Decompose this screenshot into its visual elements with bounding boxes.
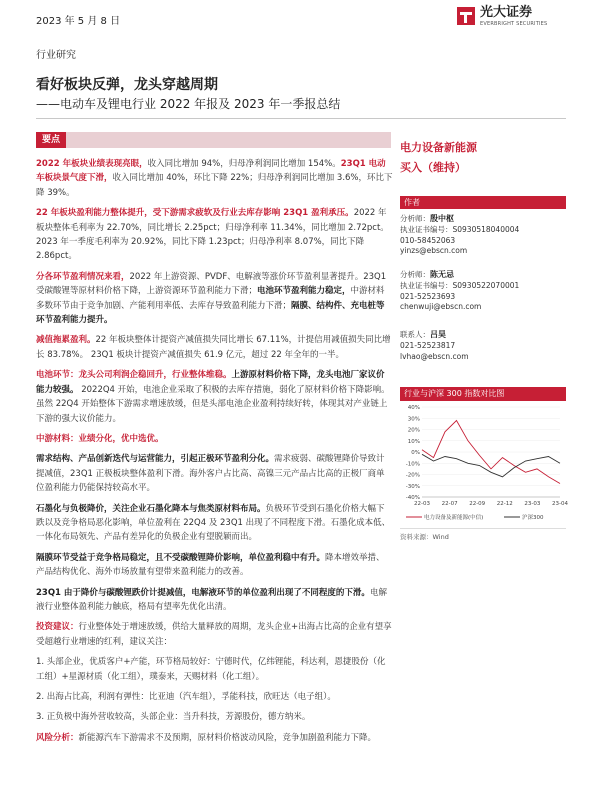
analyst-role: 分析师： [400,270,430,279]
y-tick-label: 0% [411,450,420,456]
text-run: 减值拖累盈利。 [36,335,96,346]
text-run: 隔膜、结构件、充电桩等环节盈利能力提升。 [36,300,385,326]
analyst-email[interactable]: chenwuji@ebscn.com [400,302,482,312]
comparison-chart [400,401,566,529]
paragraph [36,551,393,580]
contact-email[interactable]: lvhao@ebscn.com [400,351,469,361]
paragraph [36,690,393,704]
text-run: 负极环节受到石墨化价格大幅下跌以及竞争格局恶化影响，单位盈利在 22Q4 及 23Q1 出现了不同程度下滑。石墨化成本低、一体化布局领先、产品有差异化的负极企业有望脱颖而出。 [36,503,391,543]
text-run: 石墨化与负极降价，关注企业石墨化降本与焦类原材料布局。 [36,503,266,514]
text-run: 2022 年板块整体毛利率为 22.70%，同比增长 2.25pct；归母净利率 11.34%，同比增加 2.72pct。2023 年一季度毛利率为 20.92%，同比下降 1.23pct；归母净利率 8.07%，同比下降 2.86pct。 [36,208,389,262]
text-run: 中游材料：业绩分化，优中选优。 [36,433,164,444]
contact-phone: 021-52523817 [400,340,456,350]
brand-name-cn: 光大证券 [480,5,533,20]
analyst-role: 分析师： [400,214,430,223]
text-run: 1. 头部企业，优质客户+产能，环节格局较好：宁德时代，亿纬锂能，科达利，恩捷股份（化工组）+星源材质（化工组），璞泰来，天赐材料（化工组）。 [36,657,386,682]
analyst-name: 殷中枢 [430,214,454,223]
series-line-csi300 [422,454,560,477]
x-tick-label: 22-03 [414,501,430,507]
paragraph [36,333,393,362]
y-tick-label: -40% [405,495,420,501]
paragraph [36,710,393,724]
analyst-license: 执业证书编号：S0930522070001 [400,280,520,290]
header-divider [36,118,566,119]
legend-label: 电力设备及新能源(中信) [424,515,484,521]
chart-title: 行业与沪深 300 指数对比图 [400,387,566,401]
x-tick-label: 22-12 [496,501,513,507]
contact-role: 联系人： [400,330,430,339]
text-run: 降本增效举措、产品结构优化、海外市场放量有望带来盈利能力的改善。 [36,552,385,578]
y-tick-label: 20% [407,427,420,434]
text-run: 隔膜环节受益于竞争格局稳定，且不受碳酸锂降价影响，单位盈利稳中有升。 [36,552,326,563]
text-run: 风险分析： [36,732,79,743]
analyst-phone: 021-52523693 [400,291,456,301]
comparison-chart-svg [400,401,566,529]
report-date: 2023 年 5 月 8 日 [36,16,121,27]
text-run: 22 年板块整体计提资产减值损失同比增长 67.11%，计提信用减值损失同比增长 83.78%。 23Q1 板块计提资产减值损失 61.9 亿元，超过 22 年全年的一半。 [36,335,391,360]
x-tick-label: 22-07 [441,501,458,507]
x-tick-label: 23-04 [552,501,568,507]
section-label: 行业研究 [36,50,76,61]
analyst-block [400,270,566,313]
text-run: 新能源汽车下游需求不及预期，原材料价格波动风险，竞争加剧盈利能力下降。 [78,732,377,743]
text-run: 电池环节盈利能力稳定， [257,286,351,297]
brand-name-en: EVERBRIGHT SECURITIES [480,21,548,27]
y-tick-label: -20% [405,472,420,479]
text-run: 3. 正负极中海外营收较高，头部企业：当升科技，芳源股份，德方纳米。 [36,712,311,723]
analyst-license: 执业证书编号：S0930518040004 [400,224,520,234]
analyst-email[interactable]: yinzs@ebscn.com [400,246,468,256]
paragraph [36,368,393,426]
text-run: 收入同比增加 94%，归母净利润同比增加 154%。 [147,159,341,169]
analyst-name: 陈无忌 [430,270,454,279]
text-run: 2022Q4 开始，电池企业采取了积极的去库存措施，弱化了原材料价格下降影响。虽然 22Q4 开始整体下游需求增速放缓，但是头部电池企业盈利持续好转，体现其对产业链上下游的强大议价能力。 [36,384,390,424]
paragraph [36,452,393,495]
report-headline: 看好板块反弹，龙头穿越周期 [36,77,218,93]
paragraph [36,270,393,328]
report-subhead: ——电动车及锂电行业 2022 年报及 2023 年一季报总结 [36,97,341,111]
y-tick-label: 10% [407,438,420,445]
text-run: 23Q1 由于降价与碳酸锂跌价计提减值，电解液环节的单位盈利出现了不同程度的下滑。 [36,587,370,598]
y-tick-label: -30% [405,483,420,490]
chart-source: 资料来源：Wind [400,533,449,541]
text-run: 中游材料多数环节由于竞争加剧、产能利用率低、去库存导致盈利能力下滑； [36,286,385,311]
legend-label: 沪深300 [522,515,544,521]
paragraph [36,502,393,545]
text-run: 分各环节盈利情况来看， [36,271,130,282]
brand-text [480,6,547,27]
key-points-label: 要点 [36,132,66,148]
paragraph [36,157,393,200]
key-points-body [36,157,393,751]
text-run: 需求疲弱、碳酸锂降价导致计提减值，23Q1 正极板块整体盈利下滑。海外客户占比高、高镍三元产品占比高的正极厂商单位盈利能力仍能保持较高水平。 [36,454,385,494]
paragraph [36,620,393,649]
y-tick-label: -10% [405,461,420,468]
text-run: 收入同比增加 40%，环比下降 22%；归母净利润同比增加 3.6%，环比下降 39%。 [36,173,393,198]
text-run: 上游原材料价格下降，龙头电池厂家议价能力较强。 [36,370,385,395]
contact-name: 吕昊 [430,330,446,339]
text-run: 2. 出海占比高，利润有弹性：比亚迪（汽车组），孚能科技，欣旺达（电子组）。 [36,692,336,702]
text-run: 投资建议： [36,622,79,633]
text-run: 电解液行业整体盈利能力触底，格局有望率先优化出清。 [36,587,387,612]
text-run: 行业整体处于增速放缓，供给大量释放的周期，龙头企业+出海占比高的企业有望享受超越行业增速的红利，建议关注： [36,622,392,647]
text-run: 需求结构、产品创新迭代与运营能力，引起正极环节盈利分化。 [36,454,275,465]
x-tick-label: 23-03 [524,501,541,507]
industry-name: 电力设备新能源 [400,141,477,154]
analyst-block [400,214,566,257]
paragraph [36,206,393,264]
paragraph [36,586,393,615]
y-tick-label: 40% [407,405,420,411]
x-tick-label: 22-09 [469,501,486,507]
y-tick-label: 30% [407,416,420,423]
analyst-phone: 010-58452063 [400,235,456,245]
contact-block [400,330,566,362]
text-run: 2022 年上游资源、PVDF、电解液等涨价环节盈利显著提升。23Q1 受碳酸锂等原材料价格下降，上游资源环节盈利能力下滑； [36,271,387,297]
paragraph [36,432,393,446]
paragraph [36,731,393,745]
paragraph [36,655,393,684]
text-run: 22 年板块盈利能力整体提升，受下游需求疲软及行业去库存影响 23Q1 盈利承压。 [36,208,354,219]
authors-label: 作者 [400,196,566,209]
key-points-bar [36,132,391,148]
brand-logo-icon [456,6,476,26]
text-run: 电池环节：龙头公司利润企稳回升，行业整体维稳。 [36,370,232,381]
text-run: 23Q1 电动车板块景气度下滑， [36,159,386,184]
rating: 买入（维持） [400,161,466,174]
text-run: 2022 年板块业绩表现亮眼， [36,159,148,169]
brand-logo [456,6,566,40]
